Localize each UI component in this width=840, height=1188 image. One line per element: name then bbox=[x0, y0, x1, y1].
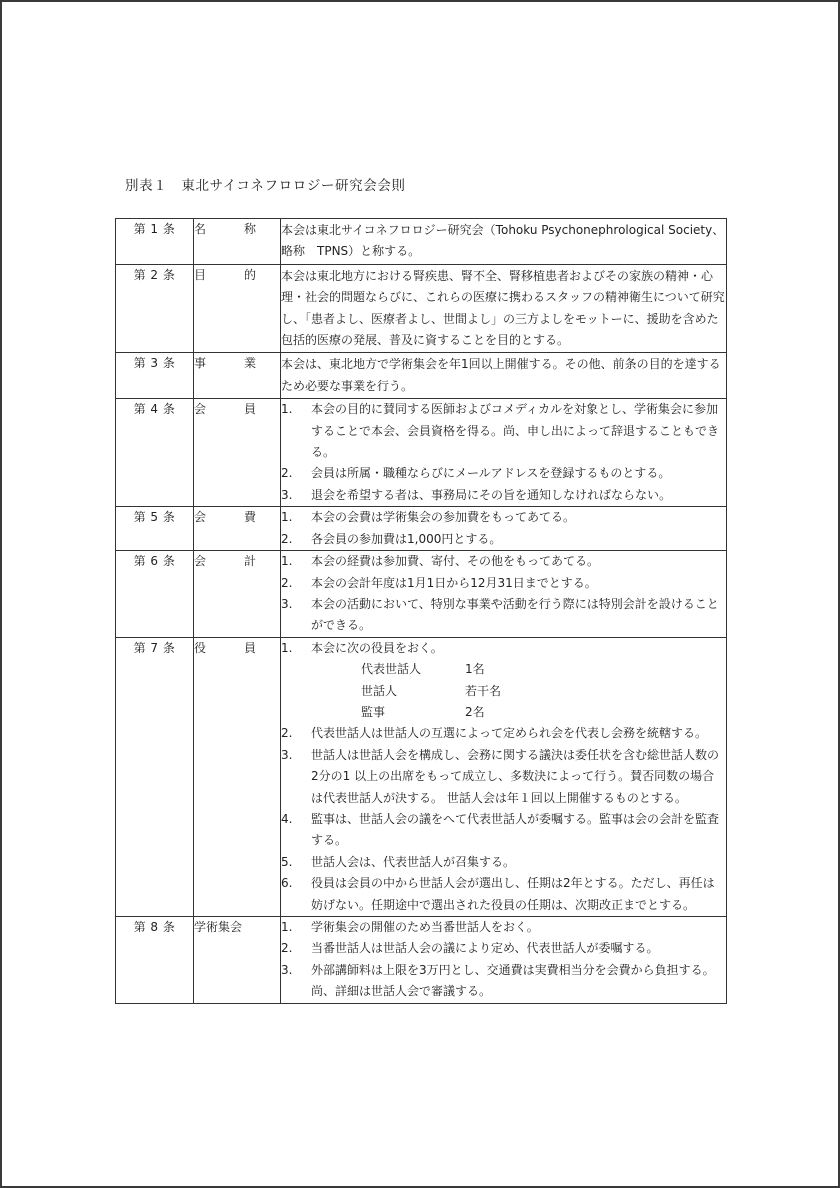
list-item: 3. 退会を希望する者は、事務局にその旨を通知しなければならない。 bbox=[281, 487, 672, 502]
list-item: 1. 本会に次の役員をおく。 代表世話人 1名 世話人 若干名 監事 2名 bbox=[281, 638, 726, 724]
list-item: 1. 本会の会費は学術集会の参加費をもってあてる。 bbox=[281, 510, 576, 525]
article-text: 本会は東北地方における腎疾患、腎不全、腎移植患者およびその家族の精神・心理・社会的問題ならびに、これらの医療に携わるスタッフの精神衛生について研究し、「患者よし、医療者よし、世間よし」の三方よしをモットーに、援助を含めた包括的医療の発展、普及に資することを目的とする。 bbox=[281, 268, 725, 348]
article-number: 第 3 条 bbox=[116, 353, 194, 399]
article-name: 会 計 bbox=[194, 551, 281, 638]
list-item: 1. 本会の目的に賛同する医師およびコメディカルを対象とし、学術集会に参加することで本会、会員資格を得る。尚、申し出によって辞退することもできる。 bbox=[281, 402, 720, 460]
list-item: 2. 代表世話人は世話人の互選によって定められ会を代表し会務を統轄する。 bbox=[281, 726, 708, 741]
article-body bbox=[281, 917, 727, 1004]
article-text: 本会は、東北地方で学術集会を年1回以上開催する。その他、前条の目的を達するため必要な事業を行う。 bbox=[281, 357, 721, 393]
article-number: 第 4 条 bbox=[116, 399, 194, 507]
article-name: 会 費 bbox=[194, 507, 281, 551]
article-row-5 bbox=[116, 507, 727, 551]
rules-table bbox=[115, 218, 727, 1004]
article-row-7 bbox=[116, 637, 727, 916]
officer-row: 世話人 若干名 bbox=[361, 683, 502, 698]
officer-row: 監事 2名 bbox=[361, 704, 485, 719]
article-row-1 bbox=[116, 219, 727, 265]
list-item: 2. 会員は所属・職種ならびにメールアドレスを登録するものとする。 bbox=[281, 466, 671, 481]
article-body bbox=[281, 637, 727, 916]
article-row-2 bbox=[116, 264, 727, 353]
article-body bbox=[281, 399, 727, 507]
article-body bbox=[281, 353, 727, 399]
article-body bbox=[281, 507, 727, 551]
list-item: 2. 当番世話人は世話人会の議により定め、代表世話人が委嘱する。 bbox=[281, 941, 659, 956]
article-row-6 bbox=[116, 551, 727, 638]
article-number: 第 7 条 bbox=[116, 637, 194, 916]
article-row-3 bbox=[116, 353, 727, 399]
list-item: 5. 世話人会は、代表世話人が召集する。 bbox=[281, 854, 516, 869]
article-number: 第 1 条 bbox=[116, 219, 194, 265]
article-body bbox=[281, 219, 727, 265]
article-name: 目 的 bbox=[194, 264, 281, 353]
article-name: 名 称 bbox=[194, 219, 281, 265]
article-body bbox=[281, 551, 727, 638]
article-number: 第 8 条 bbox=[116, 917, 194, 1004]
article-number: 第 6 条 bbox=[116, 551, 194, 638]
list-item: 2. 本会の会計年度は1月1日から12月31日までとする。 bbox=[281, 575, 597, 590]
officer-list bbox=[311, 659, 726, 723]
list-item: 1. 学術集会の開催のため当番世話人をおく。 bbox=[281, 920, 539, 934]
article-name: 事 業 bbox=[194, 353, 281, 399]
document-title: 別表１ 東北サイコネフロロジー研究会会則 bbox=[125, 178, 406, 194]
article-row-8 bbox=[116, 917, 727, 1004]
article-body bbox=[281, 264, 727, 353]
list-item: 3. 世話人は世話人会を構成し、会務に関する議決は委任状を含む総世話人数の2分の1 以上の出席をもって成立し、多数決によって行う。賛否同数の場合は代表世話人が決する。 世話人会は年１回以上開催するものとする。 bbox=[281, 747, 720, 805]
officer-row: 代表世話人 1名 bbox=[361, 662, 485, 677]
article-name: 役 員 bbox=[194, 637, 281, 916]
list-item: 1. 本会の経費は参加費、寄付、その他をもってあてる。 bbox=[281, 554, 600, 569]
list-item: 3. 本会の活動において、特別な事業や活動を行う際には特別会計を設けることができる。 bbox=[281, 596, 719, 633]
article-text: 本会は東北サイコネフロロジー研究会（Tohoku Psychonephrological Society、略称 TPNS）と称する。 bbox=[281, 223, 725, 259]
article-name: 会 員 bbox=[194, 399, 281, 507]
list-item: 6. 役員は会員の中から世話人会が選出し、任期は2年とする。ただし、再任は妨げない。任期途中で選出された役員の任期は、次期改正までとする。 bbox=[281, 876, 715, 912]
article-row-4 bbox=[116, 399, 727, 507]
list-item: 3. 外部講師料は上限を3万円とし、交通費は実費相当分を会費から負担する。尚、詳細は世話人会で審議する。 bbox=[281, 962, 715, 999]
list-item: 4. 監事は、世話人会の議をへて代表世話人が委嘱する。監事は会の会計を監査する。 bbox=[281, 811, 720, 848]
article-name: 学術集会 bbox=[194, 917, 281, 1004]
list-item: 2. 各会員の参加費は1,000円とする。 bbox=[281, 531, 502, 546]
article-number: 第 2 条 bbox=[116, 264, 194, 353]
article-number: 第 5 条 bbox=[116, 507, 194, 551]
